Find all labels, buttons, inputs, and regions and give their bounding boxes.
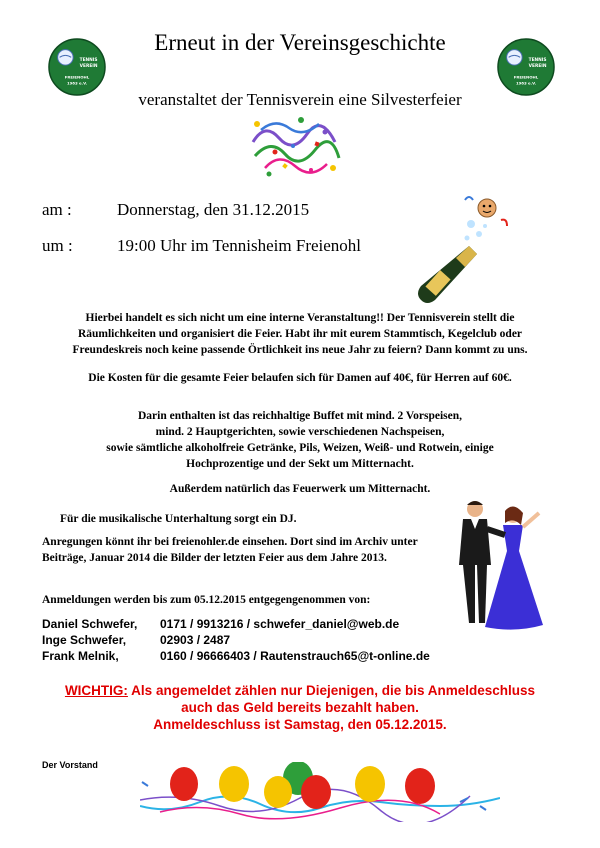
svg-text:FREIENOHL: FREIENOHL (513, 74, 539, 80)
signature: Der Vorstand (42, 760, 98, 770)
balloons-image (140, 762, 500, 822)
time-value: 19:00 Uhr im Tennisheim Freienohl (117, 236, 362, 255)
page-subtitle: veranstaltet der Tennisverein eine Silvesterfeier (138, 90, 462, 109)
includes-line-1: Darin enthalten ist das reichhaltige Buffet mit mind. 2 Vorspeisen, (137, 410, 463, 422)
fireworks-line: Außerdem natürlich das Feuerwerk um Mitternacht. (169, 483, 431, 495)
party-streamers-image (245, 112, 345, 178)
contact-row (42, 648, 430, 664)
archive-paragraph (42, 534, 418, 566)
svg-text:VEREIN: VEREIN (79, 64, 98, 69)
dj-line: Für die musikalische Unterhaltung sorgt ein DJ. (60, 513, 297, 525)
intro-line-3: Freundeskreis noch keine passende Örtlichkeit ins neue Jahr zu feiern? Dann kommt zu uns. (72, 344, 528, 356)
contact-row (42, 632, 430, 648)
svg-text:1963 e.V.: 1963 e.V. (515, 80, 537, 86)
includes-paragraph (30, 408, 570, 472)
svg-text:VEREIN: VEREIN (528, 64, 547, 69)
contact-row (42, 616, 430, 632)
contact-list (42, 616, 430, 664)
intro-paragraph (30, 310, 570, 358)
cost-paragraph: Die Kosten für die gesamte Feier belaufen sich für Damen auf 40€, für Herren auf 60€. (88, 372, 512, 384)
svg-text:FREIENOHL: FREIENOHL (64, 74, 90, 80)
intro-line-1: Hierbei handelt es sich nicht um eine interne Veranstaltung!! Der Tennisverein stellt die (85, 312, 515, 324)
svg-text:TENNIS: TENNIS (528, 58, 547, 64)
date-value: Donnerstag, den 31.12.2015 (117, 200, 310, 219)
contact-name: Frank Melnik, (42, 649, 119, 663)
contact-info: 02903 / 2487 (160, 633, 231, 647)
date-label: am : (42, 200, 72, 219)
time-label: um : (42, 236, 73, 255)
notice-label: WICHTIG: (64, 683, 128, 698)
svg-text:1963 e.V.: 1963 e.V. (66, 80, 88, 86)
contact-info: 0160 / 96666403 / Rautenstrauch65@t-online.de (160, 649, 430, 663)
archive-line-1: Anregungen könnt ihr bei freienohler.de einsehen. Dort sind im Archiv unter (42, 536, 418, 548)
intro-line-2: Räumlichkeiten und organisiert die Feier. Habt ihr mit eurem Stammtisch, Kegelclub oder (77, 328, 523, 340)
important-notice (20, 682, 580, 733)
notice-line-2: auch das Geld bereits bezahlt haben. (181, 700, 419, 715)
contact-info: 0171 / 9913216 / schwefer_daniel@web.de (160, 617, 400, 631)
logo-text-tennis: TENNIS (79, 58, 98, 64)
dancing-couple-image (445, 495, 555, 640)
notice-line-1: Als angemeldet zählen nur Diejenigen, die bis Anmeldeschluss (127, 683, 536, 698)
archive-line-2: Beiträge, Januar 2014 die Bilder der letzten Feier aus dem Jahre 2013. (42, 552, 387, 564)
registration-line: Anmeldungen werden bis zum 05.12.2015 entgegengenommen von: (42, 594, 371, 606)
page-title: Erneut in der Vereinsgeschichte (154, 30, 446, 55)
includes-line-3: sowie sämtliche alkoholfreie Getränke, Pils, Weizen, Weiß- und Rotwein, einige (106, 442, 494, 454)
notice-line-3: Anmeldeschluss ist Samstag, den 05.12.2015. (153, 717, 447, 732)
champagne-bottle-image (405, 190, 520, 308)
contact-name: Daniel Schwefer, (42, 617, 138, 631)
includes-line-4: Hochprozentige und der Sekt um Mitternacht. (186, 458, 414, 470)
contact-name: Inge Schwefer, (42, 633, 127, 647)
includes-line-2: mind. 2 Hauptgerichten, sowie verschiedenen Nachspeisen, (155, 426, 445, 438)
